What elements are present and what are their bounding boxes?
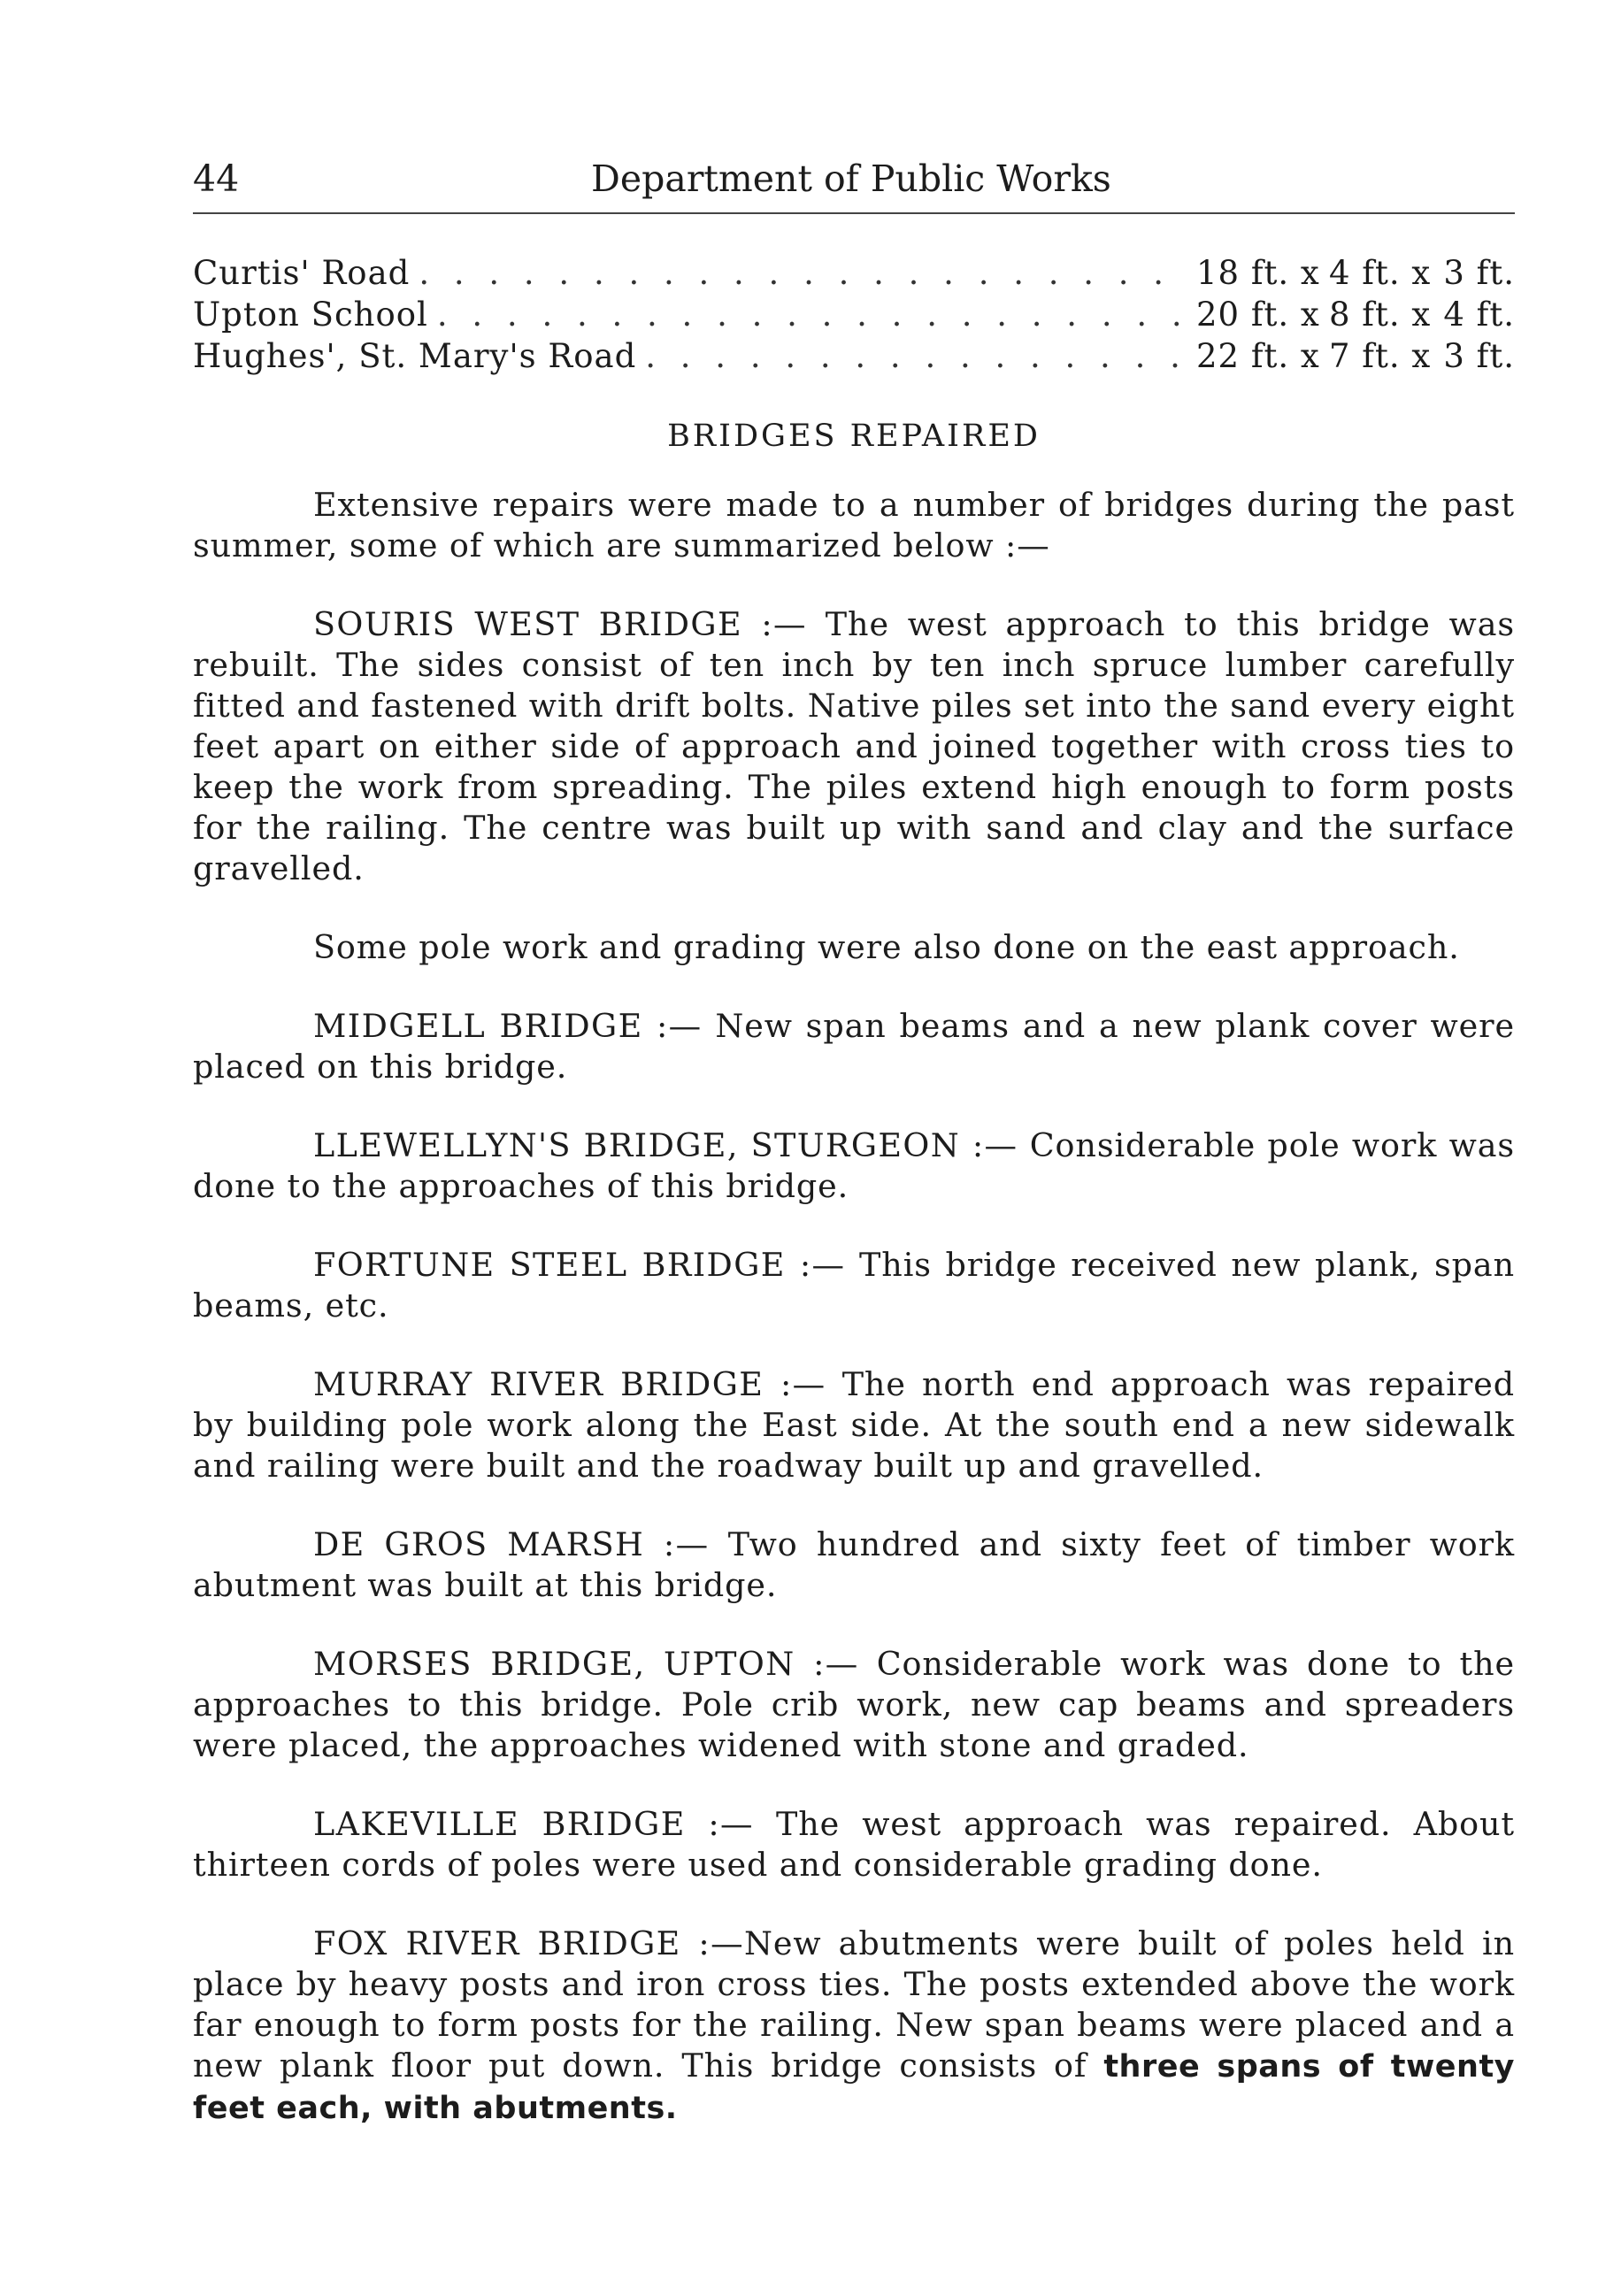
bridge-label: LLEWELLYN'S BRIDGE, STURGEON :—	[313, 1126, 1018, 1164]
culvert-height: 4 ft.	[1443, 296, 1515, 334]
bridge-description: Considerable pole work was done to the approaches of this bridge.	[193, 1126, 1515, 1205]
culvert-name: Upton School	[193, 296, 428, 334]
bridge-paragraph-fox-river	[193, 1924, 1515, 2129]
dot-leader	[437, 294, 1187, 335]
bridge-description: New abutments were built of poles held in place by heavy posts and iron cross ties. The posts extended above the work far enough to form posts for the railing. New span beams were placed and a new plank floor put down. This bridge consists of	[193, 1924, 1515, 2085]
dot-leader	[645, 335, 1187, 377]
culvert-dimensions-list	[193, 252, 1515, 377]
culvert-width: 7 ft. x	[1329, 337, 1432, 375]
bridge-label: LAKEVILLE BRIDGE :—	[313, 1805, 754, 1843]
body-text	[193, 485, 1515, 2167]
header-rule	[193, 212, 1515, 214]
bridge-label: SOURIS WEST BRIDGE :—	[313, 605, 807, 643]
bridge-paragraph-murray-river	[193, 1364, 1515, 1486]
bridge-paragraph-llewellyns	[193, 1125, 1515, 1207]
bridge-label: FORTUNE STEEL BRIDGE :—	[313, 1246, 846, 1284]
list-item	[193, 335, 1515, 377]
bridge-description: New span beams and a new plank cover were placed on this bridge.	[193, 1007, 1515, 1086]
bridge-description: The north end approach was repaired by building pole work along the East side. At the south end a new sidewalk and railing were built and the roadway built up and gravelled.	[193, 1365, 1515, 1485]
list-item	[193, 252, 1515, 294]
bridge-label: MORSES BRIDGE, UPTON :—	[313, 1645, 859, 1683]
bridge-paragraph-lakeville	[193, 1804, 1515, 1885]
culvert-width: 8 ft. x	[1329, 296, 1432, 334]
bridge-description: Considerable work was done to the approaches to this bridge. Pole crib work, new cap beams and spreaders were placed, the approaches widened with stone and graded.	[193, 1645, 1515, 1764]
bridge-label: FOX RIVER BRIDGE :—	[313, 1924, 744, 1962]
culvert-name: Curtis' Road	[193, 254, 411, 292]
bridge-description: The west approach to this bridge was rebuilt. The sides consist of ten inch by ten inch spruce lumber carefully fitted and fastened with drift bolts. Native piles set into the sand every eight feet apart on either side of approach and joined together with cross ties to keep the work from spreading. The piles extend high enough to form posts for the railing. The centre was built up with sand and clay and the surface gravelled.	[193, 605, 1515, 887]
bridge-paragraph-fortune-steel	[193, 1245, 1515, 1326]
culvert-height: 3 ft.	[1443, 337, 1515, 375]
bridge-description: The west approach was repaired. About thirteen cords of poles were used and considerable grading done.	[193, 1805, 1515, 1884]
culvert-width: 4 ft. x	[1329, 254, 1432, 292]
bridge-description: Two hundred and sixty feet of timber work abutment was built at this bridge.	[193, 1525, 1515, 1604]
intro-paragraph: Extensive repairs were made to a number of bridges during the past summer, some of which are summarized below :—	[193, 486, 1515, 564]
bold-emphasis-text: three spans of twenty feet each, with abutments.	[193, 2049, 1515, 2126]
bridge-description: This bridge received new plank, span beams, etc.	[193, 1246, 1515, 1325]
dot-leader	[419, 252, 1187, 294]
page-number: 44	[193, 157, 240, 200]
running-title: Department of Public Works	[591, 157, 1111, 200]
culvert-length: 20 ft. x	[1196, 296, 1320, 334]
bridge-label: MIDGELL BRIDGE :—	[313, 1007, 703, 1045]
east-approach-paragraph	[193, 927, 1515, 968]
culvert-length: 22 ft. x	[1196, 337, 1320, 375]
bridge-paragraph-souris-west	[193, 604, 1515, 889]
section-heading: BRIDGES REPAIRED	[667, 419, 1041, 454]
culvert-length: 18 ft. x	[1196, 254, 1320, 292]
culvert-height: 3 ft.	[1443, 254, 1515, 292]
bridge-description: Some pole work and grading were also done on the east approach.	[313, 928, 1460, 966]
page-header	[193, 152, 1515, 205]
list-item	[193, 294, 1515, 335]
culvert-name: Hughes', St. Mary's Road	[193, 337, 637, 375]
bridge-paragraph-midgell	[193, 1006, 1515, 1087]
bridge-paragraph-de-gros-marsh	[193, 1524, 1515, 1606]
bridge-paragraph-morses	[193, 1644, 1515, 1766]
bridge-label: DE GROS MARSH :—	[313, 1525, 710, 1563]
bridge-label: MURRAY RIVER BRIDGE :—	[313, 1365, 826, 1403]
